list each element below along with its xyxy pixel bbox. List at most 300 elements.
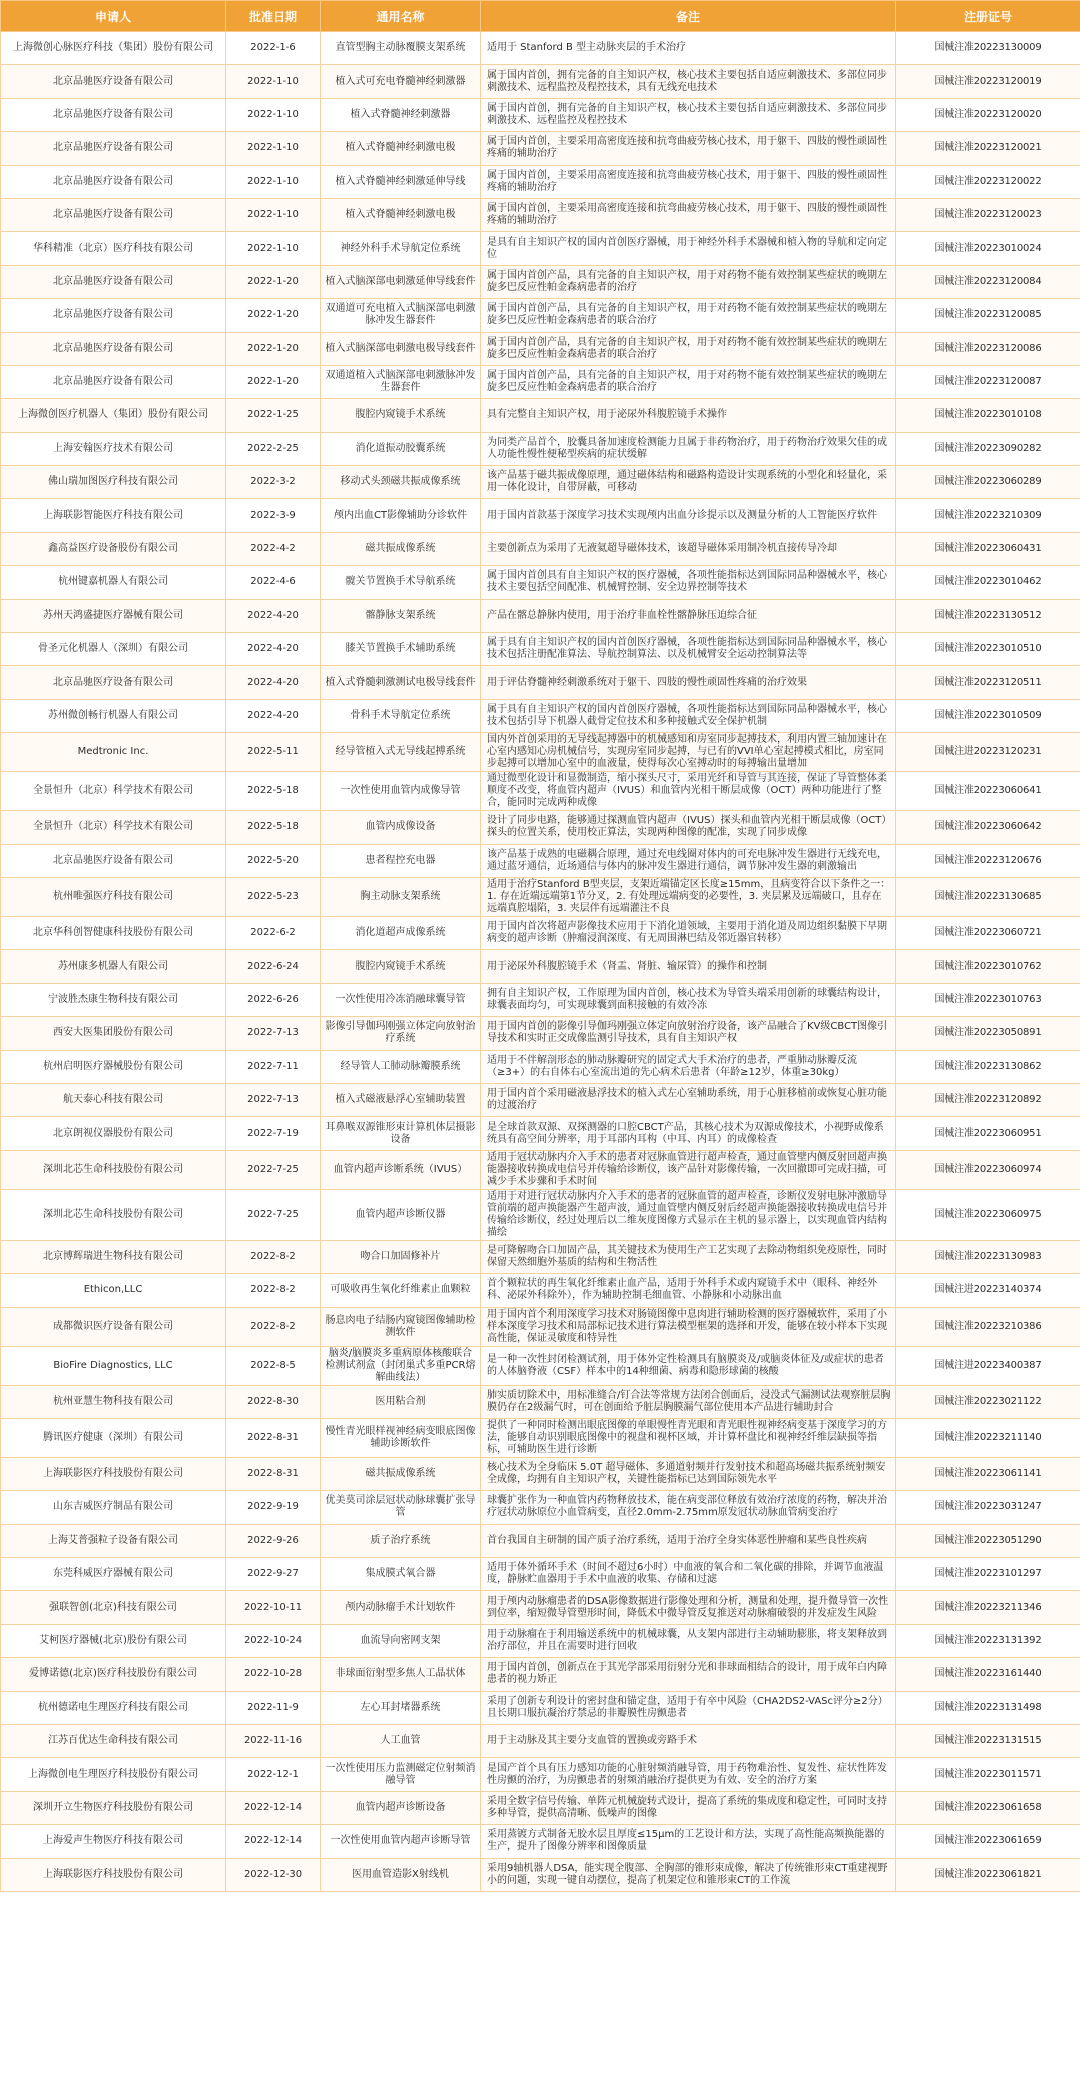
- cell-approval-date: 2022-1-6: [226, 32, 321, 65]
- cell-registration-no: 国械注准20223211346: [896, 1591, 1080, 1624]
- cell-approval-date: 2022-6-26: [226, 983, 321, 1016]
- header-row: [1, 1, 1080, 32]
- cell-applicant: 北京品驰医疗设备有限公司: [1, 844, 226, 877]
- cell-remarks: 属于国内首创产品，具有完备的自主知识产权，用于对药物不能有效控制某些症状的晚期左旋多巴反应性帕金森病患者的联合治疗: [481, 299, 896, 332]
- cell-applicant: 北京博辉瑞进生物科技有限公司: [1, 1240, 226, 1273]
- cell-remarks: 是全球首款双源、双探测器的口腔CBCT产品，其核心技术为双源成像技术，小视野成像系统具有高空间分辨率，用于耳部内耳构（中耳、内耳）的成像检查: [481, 1117, 896, 1150]
- cell-common-name: 一次性使用血管内超声诊断导管: [321, 1825, 481, 1858]
- cell-registration-no: 国械注准20223210309: [896, 499, 1080, 532]
- cell-common-name: 血流导向密网支架: [321, 1624, 481, 1657]
- cell-remarks: 为同类产品首个，胶囊具备加速度检测能力且属于非药物治疗，用于药物治疗效果欠佳的成人功能性慢性便秘型疾病的症状缓解: [481, 432, 896, 465]
- cell-remarks: 属于国内首创产品，具有完备的自主知识产权，用于对药物不能有效控制某些症状的晚期左旋多巴反应性帕金森病患者的联合治疗: [481, 332, 896, 365]
- cell-common-name: 医用血管造影X射线机: [321, 1858, 481, 1891]
- cell-approval-date: 2022-1-10: [226, 98, 321, 131]
- cell-registration-no: 国械注准20223120892: [896, 1083, 1080, 1116]
- cell-applicant: 航天泰心科技有限公司: [1, 1083, 226, 1116]
- cell-approval-date: 2022-6-2: [226, 916, 321, 949]
- cell-approval-date: 2022-2-25: [226, 432, 321, 465]
- cell-applicant: 北京品驰医疗设备有限公司: [1, 165, 226, 198]
- cell-remarks: 用于评估脊髓神经刺激系统对于躯干、四肢的慢性顽固性疼痛的治疗效果: [481, 666, 896, 699]
- table-row: [1, 666, 1080, 699]
- cell-common-name: 人工血管: [321, 1725, 481, 1758]
- cell-registration-no: 国械注准20223130983: [896, 1240, 1080, 1273]
- table-row: [1, 499, 1080, 532]
- cell-applicant: Ethicon,LLC: [1, 1274, 226, 1307]
- table-row: [1, 1240, 1080, 1273]
- cell-registration-no: 国械注准20223161440: [896, 1658, 1080, 1691]
- cell-registration-no: 国械注准20223061141: [896, 1457, 1080, 1490]
- cell-remarks: 用于国内首创，创新点在于其光学部采用衍射分光和非球面相结合的设计，用于成年白内障患者的视力矫正: [481, 1658, 896, 1691]
- table-row: [1, 811, 1080, 844]
- cell-applicant: 杭州德诺电生理医疗科技有限公司: [1, 1691, 226, 1724]
- table-row: [1, 65, 1080, 98]
- cell-approval-date: 2022-10-24: [226, 1624, 321, 1657]
- cell-common-name: 消化道超声成像系统: [321, 916, 481, 949]
- cell-remarks: 属于国内首创，拥有完备的自主知识产权，核心技术主要包括自适应刺激技术、多部位同步刺激技术、远程监控及程控技术: [481, 98, 896, 131]
- cell-common-name: 颅内出血CT影像辅助分诊软件: [321, 499, 481, 532]
- cell-remarks: 是国产首个具有压力感知功能的心脏射频消融导管，用于药物难治性、复发性、症状性阵发性房颤的治疗，为房颤患者的射频消融治疗提供更为有效、安全的治疗方案: [481, 1758, 896, 1791]
- cell-applicant: 全景恒升（北京）科学技术有限公司: [1, 811, 226, 844]
- cell-applicant: 北京品驰医疗设备有限公司: [1, 365, 226, 398]
- cell-remarks: 属于国内首创，主要采用高密度连接和抗弯曲疲劳核心技术，用于躯干、四肢的慢性顽固性疼痛的辅助治疗: [481, 132, 896, 165]
- cell-approval-date: 2022-8-31: [226, 1457, 321, 1490]
- table-row: [1, 772, 1080, 811]
- table-row: [1, 165, 1080, 198]
- header-remarks: 备注: [481, 1, 896, 32]
- cell-common-name: 肠息肉电子结肠内窥镜图像辅助检测软件: [321, 1307, 481, 1346]
- cell-remarks: 用于动脉瘤在于利用输送系统中的机械球囊，从支架内部进行主动辅助膨胀，将支架释放到治疗部位，并且在需要时进行回收: [481, 1624, 896, 1657]
- cell-common-name: 神经外科手术导航定位系统: [321, 232, 481, 265]
- cell-approval-date: 2022-4-20: [226, 599, 321, 632]
- cell-applicant: 鑫高益医疗设备股份有限公司: [1, 532, 226, 565]
- cell-registration-no: 国械注准20223120021: [896, 132, 1080, 165]
- cell-registration-no: 国械注准20223060289: [896, 466, 1080, 499]
- cell-remarks: 属于国内首创，主要采用高密度连接和抗弯曲疲劳核心技术，用于躯干、四肢的慢性顽固性疼痛的辅助治疗: [481, 198, 896, 231]
- table-row: [1, 1083, 1080, 1116]
- cell-remarks: 属于国内首创具有自主知识产权的医疗器械，各项性能指标达到国际同品种器械水平，核心技术主要包括空间配准、机械臂控制、安全边界控制等技术: [481, 566, 896, 599]
- cell-remarks: 属于具有自主知识产权的国内首创医疗器械，各项性能指标达到国际同品种器械水平，核心技术包括注册配准算法、导航控制算法、以及机械臂安全运动控制算法等: [481, 633, 896, 666]
- cell-approval-date: 2022-1-10: [226, 165, 321, 198]
- cell-remarks: 采用全数字信号传输、单阵元机械旋转式设计，提高了系统的集成度和稳定性，可同时支持多种导管，提供高清晰、低噪声的图像: [481, 1791, 896, 1824]
- table-row: [1, 198, 1080, 231]
- cell-common-name: 植入式脑深部电刺激延伸导线套件: [321, 265, 481, 298]
- cell-registration-no: 国械注准20223010108: [896, 399, 1080, 432]
- table-row: [1, 332, 1080, 365]
- cell-applicant: 北京品驰医疗设备有限公司: [1, 65, 226, 98]
- cell-applicant: 北京品驰医疗设备有限公司: [1, 132, 226, 165]
- table-row: [1, 399, 1080, 432]
- cell-approval-date: 2022-8-2: [226, 1240, 321, 1273]
- table-row: [1, 1150, 1080, 1189]
- cell-common-name: 消化道振动胶囊系统: [321, 432, 481, 465]
- table-row: [1, 1491, 1080, 1524]
- cell-common-name: 医用粘合剂: [321, 1385, 481, 1418]
- cell-remarks: 属于具有自主知识产权的国内首创医疗器械，各项性能指标达到国际同品种器械水平，核心技术包括引导下机器人截骨定位技术和多种接触式安全保护机制: [481, 699, 896, 732]
- cell-applicant: 苏州天鸿盛捷医疗器械有限公司: [1, 599, 226, 632]
- cell-applicant: 腾讯医疗健康（深圳）有限公司: [1, 1418, 226, 1457]
- cell-remarks: 是一种一次性封闭检测试剂，用于体外定性检测具有脑膜炎及/或脑炎体征及/或症状的患者的人体脑脊液（CSF）样本中的14种细菌、病毒和隐形球菌的核酸: [481, 1346, 896, 1385]
- cell-approval-date: 2022-7-25: [226, 1150, 321, 1189]
- cell-approval-date: 2022-5-20: [226, 844, 321, 877]
- cell-remarks: 适用于治疗Stanford B型夹层，支架近端锚定区长度≥15mm，且病变符合以下条件之一：1. 存在近端远端第1节分叉，2. 有处理远端病变的必要性，3. 夹层累及远端破口，且存在远端真腔塌陷，3. 夹层伴有远端灌注不良: [481, 877, 896, 916]
- cell-remarks: 国内外首创采用的无导线起搏器中的机械感知和房室同步起搏技术，利用内置三轴加速计在心室内感知心房机械信号，实现房室同步起搏，与已有的VVI单心室起搏模式相比，房室同步起搏可以增加心室中的血液量，使得每次心室搏动时的每搏输出量增加: [481, 733, 896, 772]
- cell-approval-date: 2022-11-16: [226, 1725, 321, 1758]
- cell-remarks: 用于泌尿外科腹腔镜手术（肾盂、肾脏、输尿管）的操作和控制: [481, 950, 896, 983]
- table-row: [1, 132, 1080, 165]
- cell-applicant: 北京品驰医疗设备有限公司: [1, 299, 226, 332]
- cell-applicant: 苏州微创畅行机器人有限公司: [1, 699, 226, 732]
- cell-applicant: BioFire Diagnostics, LLC: [1, 1346, 226, 1385]
- table-row: [1, 1117, 1080, 1150]
- table-row: [1, 1385, 1080, 1418]
- cell-registration-no: 国械注准20223131515: [896, 1725, 1080, 1758]
- cell-registration-no: 国械注准20223060975: [896, 1189, 1080, 1240]
- cell-approval-date: 2022-1-20: [226, 299, 321, 332]
- cell-common-name: 双通道植入式脑深部电刺激脉冲发生器套件: [321, 365, 481, 398]
- cell-applicant: 北京朗视仪器股份有限公司: [1, 1117, 226, 1150]
- cell-common-name: 骨科手术导航定位系统: [321, 699, 481, 732]
- cell-remarks: 适用于 Stanford B 型主动脉夹层的手术治疗: [481, 32, 896, 65]
- cell-approval-date: 2022-4-2: [226, 532, 321, 565]
- cell-registration-no: 国械注准20223120023: [896, 198, 1080, 231]
- cell-remarks: 属于国内首创产品，具有完备的自主知识产权，用于对药物不能有效控制某些症状的晚期左旋多巴反应性帕金森病患者的联合治疗: [481, 365, 896, 398]
- cell-remarks: 具有完整自主知识产权，用于泌尿外科腹腔镜手术操作: [481, 399, 896, 432]
- table-row: [1, 1791, 1080, 1824]
- cell-applicant: 上海微创心脉医疗科技（集团）股份有限公司: [1, 32, 226, 65]
- table-row: [1, 232, 1080, 265]
- cell-registration-no: 国械注准20223060974: [896, 1150, 1080, 1189]
- cell-applicant: 骨圣元化机器人（深圳）有限公司: [1, 633, 226, 666]
- cell-registration-no: 国械注准20223010462: [896, 566, 1080, 599]
- cell-approval-date: 2022-10-28: [226, 1658, 321, 1691]
- table-row: [1, 1691, 1080, 1724]
- cell-applicant: 全景恒升（北京）科学技术有限公司: [1, 772, 226, 811]
- cell-registration-no: 国械注准20223010763: [896, 983, 1080, 1016]
- table-row: [1, 1825, 1080, 1858]
- cell-approval-date: 2022-7-19: [226, 1117, 321, 1150]
- cell-registration-no: 国械注准20223010509: [896, 699, 1080, 732]
- table-row: [1, 599, 1080, 632]
- cell-applicant: 北京品驰医疗设备有限公司: [1, 332, 226, 365]
- table-row: [1, 1017, 1080, 1050]
- cell-remarks: 首台我国自主研制的国产质子治疗系统，适用于治疗全身实体恶性肿瘤和某些良性疾病: [481, 1524, 896, 1557]
- cell-common-name: 血管内超声诊断设备: [321, 1791, 481, 1824]
- cell-applicant: 上海微创医疗机器人（集团）股份有限公司: [1, 399, 226, 432]
- cell-common-name: 影像引导伽玛刚强立体定向放射治疗系统: [321, 1017, 481, 1050]
- cell-applicant: 深圳北芯生命科技股份有限公司: [1, 1150, 226, 1189]
- cell-remarks: 该产品基于磁共振成像原理，通过磁体结构和磁路构造设计实现系统的小型化和轻量化，采用一体化设计，自带屏蔽，可移动: [481, 466, 896, 499]
- cell-registration-no: 国械注准20223010024: [896, 232, 1080, 265]
- cell-remarks: 采用蒸镀方式制备无胶水层且厚度≤15μm的工艺设计和方法，实现了高性能高频换能器的生产，提升了图像分辨率和图像质量: [481, 1825, 896, 1858]
- cell-applicant: 北京品驰医疗设备有限公司: [1, 98, 226, 131]
- cell-remarks: 该产品基于成熟的电磁耦合原理，通过充电线圈对体内的可充电脉冲发生器进行无线充电，通过蓝牙通信，近场通信与体内的脉冲发生器进行通信，调节脉冲发生器的刺激输出: [481, 844, 896, 877]
- cell-applicant: 艾柯医疗器械(北京)股份有限公司: [1, 1624, 226, 1657]
- cell-approval-date: 2022-5-18: [226, 811, 321, 844]
- cell-remarks: 采用9轴机器人DSA，能实现全腹部、全胸部的锥形束成像，解决了传统锥形束CT重建视野小的问题，实现一键自动摆位，提高了机架定位和锥形束CT的工作流: [481, 1858, 896, 1891]
- table-row: [1, 877, 1080, 916]
- cell-registration-no: 国械注准20223021122: [896, 1385, 1080, 1418]
- cell-remarks: 肺实质切除术中，用标准缝合/钉合法等常规方法闭合创面后，浸没式气漏测试法观察脏层胸膜仍存在2级漏气时，可在创面给予脏层胸膜漏气部位使用本产品进行辅助封合: [481, 1385, 896, 1418]
- cell-applicant: 江苏百优达生命科技有限公司: [1, 1725, 226, 1758]
- cell-remarks: 是可降解吻合口加固产品，其关键技术为使用生产工艺实现了去除动物组织免疫原性，同时保留天然细胞外基质的结构和生物活性: [481, 1240, 896, 1273]
- cell-registration-no: 国械注准20223010762: [896, 950, 1080, 983]
- cell-approval-date: 2022-9-19: [226, 1491, 321, 1524]
- cell-common-name: 颅内动脉瘤手术计划软件: [321, 1591, 481, 1624]
- cell-approval-date: 2022-9-27: [226, 1558, 321, 1591]
- table-row: [1, 432, 1080, 465]
- table-row: [1, 1524, 1080, 1557]
- cell-registration-no: 国械注准20223060431: [896, 532, 1080, 565]
- cell-remarks: 用于颅内动脉瘤患者的DSA影像数据进行影像处理和分析，测量和处理，提升微导管一次性到位率，缩短微导管塑形时间，降低术中微导管反复推送对动脉瘤破裂的并发症发生风险: [481, 1591, 896, 1624]
- table-row: [1, 1307, 1080, 1346]
- cell-approval-date: 2022-11-9: [226, 1691, 321, 1724]
- cell-applicant: 上海联影智能医疗科技有限公司: [1, 499, 226, 532]
- table-row: [1, 365, 1080, 398]
- cell-registration-no: 国械注准20223060641: [896, 772, 1080, 811]
- cell-approval-date: 2022-3-9: [226, 499, 321, 532]
- cell-remarks: 用于国内首个采用磁液悬浮技术的植入式左心室辅助系统，用于心脏移植前或恢复心脏功能的过渡治疗: [481, 1083, 896, 1116]
- cell-registration-no: 国械注准20223011571: [896, 1758, 1080, 1791]
- table-row: [1, 466, 1080, 499]
- cell-approval-date: 2022-1-20: [226, 265, 321, 298]
- cell-remarks: 用于国内首款基于深度学习技术实现颅内出血分诊提示以及测量分析的人工智能医疗软件: [481, 499, 896, 532]
- cell-registration-no: 国械注准20223130009: [896, 32, 1080, 65]
- table-row: [1, 566, 1080, 599]
- cell-remarks: 属于国内首创，拥有完备的自主知识产权，核心技术主要包括自适应刺激技术、多部位同步刺激技术、远程监控及程控技术，具有无线充电技术: [481, 65, 896, 98]
- cell-common-name: 可吸收再生氧化纤维素止血颗粒: [321, 1274, 481, 1307]
- cell-applicant: 北京品驰医疗设备有限公司: [1, 198, 226, 231]
- cell-remarks: 是具有自主知识产权的国内首创医疗器械，用于神经外科手术器械和植入物的导航和定向定位: [481, 232, 896, 265]
- cell-applicant: 成都微识医疗设备有限公司: [1, 1307, 226, 1346]
- cell-common-name: 磁共振成像系统: [321, 532, 481, 565]
- cell-common-name: 髂静脉支架系统: [321, 599, 481, 632]
- cell-approval-date: 2022-8-30: [226, 1385, 321, 1418]
- cell-common-name: 膝关节置换手术辅助系统: [321, 633, 481, 666]
- cell-registration-no: 国械注准20223031247: [896, 1491, 1080, 1524]
- cell-approval-date: 2022-5-23: [226, 877, 321, 916]
- cell-applicant: 深圳北芯生命科技股份有限公司: [1, 1189, 226, 1240]
- cell-remarks: 用于主动脉及其主要分支血管的置换或旁路手术: [481, 1725, 896, 1758]
- cell-registration-no: 国械注准20223120085: [896, 299, 1080, 332]
- table-row: [1, 265, 1080, 298]
- cell-applicant: 杭州亚慧生物科技有限公司: [1, 1385, 226, 1418]
- cell-registration-no: 国械注准20223210386: [896, 1307, 1080, 1346]
- cell-approval-date: 2022-4-6: [226, 566, 321, 599]
- cell-applicant: 佛山瑞加图医疗科技有限公司: [1, 466, 226, 499]
- cell-remarks: 适用于冠状动脉内介入手术的患者对冠脉血管进行超声检查，通过血管壁内侧反射回超声换能器接收转换成电信号并传输给诊断仪，该产品针对影像传输，一次回撤即可完成扫描，可减少手术步骤和手术时间: [481, 1150, 896, 1189]
- cell-common-name: 植入式脑深部电刺激电极导线套件: [321, 332, 481, 365]
- cell-approval-date: 2022-12-30: [226, 1858, 321, 1891]
- table-body: [1, 32, 1080, 1892]
- cell-common-name: 双通道可充电植入式脑深部电刺激脉冲发生器套件: [321, 299, 481, 332]
- table-row: [1, 32, 1080, 65]
- cell-approval-date: 2022-1-10: [226, 132, 321, 165]
- cell-common-name: 植入式可充电脊髓神经刺激器: [321, 65, 481, 98]
- cell-registration-no: 国械注准20223131392: [896, 1624, 1080, 1657]
- table-row: [1, 1624, 1080, 1657]
- cell-applicant: 上海爱声生物医疗科技有限公司: [1, 1825, 226, 1858]
- cell-approval-date: 2022-8-31: [226, 1418, 321, 1457]
- cell-approval-date: 2022-12-1: [226, 1758, 321, 1791]
- cell-approval-date: 2022-7-13: [226, 1083, 321, 1116]
- cell-applicant: 强联智创(北京)科技有限公司: [1, 1591, 226, 1624]
- cell-approval-date: 2022-7-11: [226, 1050, 321, 1083]
- cell-remarks: 适用于体外循环手术（时间不超过6小时）中血液的氧合和二氧化碳的排除，并调节血液温度，静脉贮血器用于手术中血液的收集、存储和过滤: [481, 1558, 896, 1591]
- cell-common-name: 血管内超声诊断仪器: [321, 1189, 481, 1240]
- cell-approval-date: 2022-1-10: [226, 232, 321, 265]
- table-row: [1, 1050, 1080, 1083]
- cell-common-name: 腹腔内窥镜手术系统: [321, 950, 481, 983]
- cell-applicant: 东莞科威医疗器械有限公司: [1, 1558, 226, 1591]
- table-row: [1, 1725, 1080, 1758]
- cell-remarks: 属于国内首创，主要采用高密度连接和抗弯曲疲劳核心技术，用于躯干、四肢的慢性顽固性疼痛的辅助治疗: [481, 165, 896, 198]
- table-row: [1, 1457, 1080, 1490]
- cell-approval-date: 2022-4-20: [226, 633, 321, 666]
- cell-registration-no: 国械注准20223120676: [896, 844, 1080, 877]
- cell-approval-date: 2022-4-20: [226, 666, 321, 699]
- cell-common-name: 直管型胸主动脉覆膜支架系统: [321, 32, 481, 65]
- cell-applicant: 杭州唯强医疗科技有限公司: [1, 877, 226, 916]
- cell-remarks: 拥有自主知识产权，工作原理为国内首创，核心技术为导管头端采用创新的球囊结构设计，球囊表面均匀，可实现球囊到面积接触的有效冷冻: [481, 983, 896, 1016]
- cell-registration-no: 国械注准20223060642: [896, 811, 1080, 844]
- cell-registration-no: 国械注准20223130512: [896, 599, 1080, 632]
- cell-registration-no: 国械注准20223061658: [896, 1791, 1080, 1824]
- header-applicant: 申请人: [1, 1, 226, 32]
- cell-common-name: 植入式脊髓刺激测试电极导线套件: [321, 666, 481, 699]
- cell-remarks: 用于国内首个利用深度学习技术对肠镜图像中息肉进行辅助检测的医疗器械软件，采用了小样本深度学习技术和局部标记技术进行算法模型框架的选择和开发，能够在较小样本下实现高性能，保证灵敏度和特异性: [481, 1307, 896, 1346]
- table-row: [1, 1558, 1080, 1591]
- cell-common-name: 患者程控充电器: [321, 844, 481, 877]
- cell-applicant: 苏州康多机器人有限公司: [1, 950, 226, 983]
- cell-common-name: 非球面衍射型多焦人工晶状体: [321, 1658, 481, 1691]
- cell-common-name: 经导管植入式无导线起搏系统: [321, 733, 481, 772]
- header-common-name: 通用名称: [321, 1, 481, 32]
- cell-common-name: 髋关节置换手术导航系统: [321, 566, 481, 599]
- cell-approval-date: 2022-1-10: [226, 198, 321, 231]
- cell-approval-date: 2022-7-13: [226, 1017, 321, 1050]
- cell-remarks: 首个颗粒状的再生氧化纤维素止血产品，适用于外科手术或内窥镜手术中（眼科、神经外科、泌尿外科除外），作为辅助控制毛细血管、小静脉和小动脉出血: [481, 1274, 896, 1307]
- cell-registration-no: 国械注准20223120087: [896, 365, 1080, 398]
- table-row: [1, 532, 1080, 565]
- table-row: [1, 633, 1080, 666]
- cell-common-name: 胸主动脉支架系统: [321, 877, 481, 916]
- cell-common-name: 耳鼻喉双源锥形束计算机体层摄影设备: [321, 1117, 481, 1150]
- cell-common-name: 一次性使用压力监测磁定位射频消融导管: [321, 1758, 481, 1791]
- cell-registration-no: 国械注准20223010510: [896, 633, 1080, 666]
- cell-applicant: 西安大医集团股份有限公司: [1, 1017, 226, 1050]
- cell-registration-no: 国械注进20223400387: [896, 1346, 1080, 1385]
- cell-registration-no: 国械注准20223050891: [896, 1017, 1080, 1050]
- cell-common-name: 植入式脊髓神经刺激电极: [321, 198, 481, 231]
- table-row: [1, 1858, 1080, 1891]
- table-row: [1, 1658, 1080, 1691]
- cell-approval-date: 2022-8-2: [226, 1307, 321, 1346]
- cell-approval-date: 2022-1-20: [226, 365, 321, 398]
- cell-common-name: 集成膜式氧合器: [321, 1558, 481, 1591]
- cell-registration-no: 国械注准20223090282: [896, 432, 1080, 465]
- cell-approval-date: 2022-9-26: [226, 1524, 321, 1557]
- cell-applicant: 上海艾普强粒子设备有限公司: [1, 1524, 226, 1557]
- cell-common-name: 植入式脊髓神经刺激延伸导线: [321, 165, 481, 198]
- cell-approval-date: 2022-12-14: [226, 1825, 321, 1858]
- cell-applicant: 深圳开立生物医疗科技股份有限公司: [1, 1791, 226, 1824]
- cell-remarks: 提供了一种同时检测出眼底图像的单眼慢性青光眼和青光眼性视神经病变基于深度学习的方法，能够自动识别眼底图像中的视盘和视杯区域，并计算杯盘比和视神经纤维层缺损等指标，可辅助医生进行诊断: [481, 1418, 896, 1457]
- cell-registration-no: 国械注准20223130862: [896, 1050, 1080, 1083]
- cell-applicant: 北京华科创智健康科技股份有限公司: [1, 916, 226, 949]
- cell-remarks: 用于国内首创的影像引导伽玛刚强立体定向放射治疗设备，该产品融合了KV级CBCT图像引导技术和实时正交成像监测引导技术，具有自主知识产权: [481, 1017, 896, 1050]
- cell-approval-date: 2022-6-24: [226, 950, 321, 983]
- table-row: [1, 733, 1080, 772]
- cell-remarks: 适用于不伴解剖形态的肺动脉瓣研究的固定式大手术治疗的患者，严重肺动脉瓣反流（≥3+）的右自体右心室流出道的先心病术后患者（年龄≥12岁，体重≥30kg）: [481, 1050, 896, 1083]
- cell-remarks: 通过微型化设计和显微制造，缩小探头尺寸，采用光纤和导管与其连接，保证了导管整体柔顺度不改变，将血管内超声（IVUS）和血管内光相干断层成像（OCT）两种功能进行了整合，能同时完成两种成像: [481, 772, 896, 811]
- cell-registration-no: 国械注准20223120086: [896, 332, 1080, 365]
- cell-common-name: 血管内超声诊断系统（IVUS）: [321, 1150, 481, 1189]
- cell-remarks: 设计了同步电路，能够通过探测血管内超声（IVUS）探头和血管内光相干断层成像（OCT）探头的位置关系，使用校正算法，实现两种图像的配准，实现了同步成像: [481, 811, 896, 844]
- table-row: [1, 950, 1080, 983]
- table-row: [1, 983, 1080, 1016]
- cell-registration-no: 国械注准20223061821: [896, 1858, 1080, 1891]
- cell-approval-date: 2022-12-14: [226, 1791, 321, 1824]
- cell-applicant: 山东吉威医疗制品有限公司: [1, 1491, 226, 1524]
- cell-approval-date: 2022-1-20: [226, 332, 321, 365]
- cell-applicant: 杭州启明医疗器械股份有限公司: [1, 1050, 226, 1083]
- cell-remarks: 产品在髂总静脉内使用，用于治疗非血栓性髂静脉压迫综合征: [481, 599, 896, 632]
- cell-common-name: 脑炎/脑膜炎多重病原体核酸联合检测试剂盒（封闭巢式多重PCR熔解曲线法）: [321, 1346, 481, 1385]
- table-row: [1, 1189, 1080, 1240]
- cell-registration-no: 国械注准20223131498: [896, 1691, 1080, 1724]
- cell-applicant: 上海微创电生理医疗科技股份有限公司: [1, 1758, 226, 1791]
- table-row: [1, 916, 1080, 949]
- cell-registration-no: 国械注准20223051290: [896, 1524, 1080, 1557]
- cell-common-name: 经导管人工肺动脉瓣膜系统: [321, 1050, 481, 1083]
- cell-remarks: 用于国内首次将超声影像技术应用于下消化道领域，主要用于消化道及周边组织黏膜下早期病变的超声诊断（肿瘤浸润深度、有无周围淋巴结及邻近器官转移）: [481, 916, 896, 949]
- header-approval-date: 批准日期: [226, 1, 321, 32]
- cell-registration-no: 国械注准20223101297: [896, 1558, 1080, 1591]
- cell-approval-date: 2022-1-25: [226, 399, 321, 432]
- cell-registration-no: 国械注准20223061659: [896, 1825, 1080, 1858]
- cell-approval-date: 2022-10-11: [226, 1591, 321, 1624]
- cell-applicant: 上海安翰医疗技术有限公司: [1, 432, 226, 465]
- cell-approval-date: 2022-7-25: [226, 1189, 321, 1240]
- cell-common-name: 质子治疗系统: [321, 1524, 481, 1557]
- cell-remarks: 球囊扩张作为一种血管内药物释放技术，能在病变部位释放有效治疗浓度的药物，解决并治疗冠状动脉原位小血管病变，直径2.0mm-2.75mm原发冠状动脉血管病变治疗: [481, 1491, 896, 1524]
- cell-approval-date: 2022-8-5: [226, 1346, 321, 1385]
- cell-common-name: 植入式脊髓神经刺激电极: [321, 132, 481, 165]
- cell-remarks: 采用了创新专利设计的密封盘和锚定盘，适用于有卒中风险（CHA2DS2-VASc评分≥2分）且长期口服抗凝治疗禁忌的非瓣膜性房颤患者: [481, 1691, 896, 1724]
- cell-common-name: 一次性使用血管内成像导管: [321, 772, 481, 811]
- cell-common-name: 植入式磁液悬浮心室辅助装置: [321, 1083, 481, 1116]
- cell-approval-date: 2022-5-18: [226, 772, 321, 811]
- cell-registration-no: 国械注准20223120022: [896, 165, 1080, 198]
- cell-registration-no: 国械注进20223120231: [896, 733, 1080, 772]
- table-row: [1, 1274, 1080, 1307]
- cell-approval-date: 2022-5-11: [226, 733, 321, 772]
- table-row: [1, 1418, 1080, 1457]
- cell-applicant: 上海联影医疗科技股份有限公司: [1, 1858, 226, 1891]
- cell-common-name: 左心耳封堵器系统: [321, 1691, 481, 1724]
- cell-common-name: 慢性青光眼样视神经病变眼底图像辅助诊断软件: [321, 1418, 481, 1457]
- cell-registration-no: 国械注准20223130685: [896, 877, 1080, 916]
- cell-applicant: 爱博诺德(北京)医疗科技股份有限公司: [1, 1658, 226, 1691]
- header-registration-no: 注册证号: [896, 1, 1080, 32]
- cell-common-name: 血管内成像设备: [321, 811, 481, 844]
- cell-registration-no: 国械注准20223060951: [896, 1117, 1080, 1150]
- cell-registration-no: 国械注准20223060721: [896, 916, 1080, 949]
- cell-approval-date: 2022-8-2: [226, 1274, 321, 1307]
- table-row: [1, 1591, 1080, 1624]
- cell-applicant: 华科精准（北京）医疗科技有限公司: [1, 232, 226, 265]
- cell-common-name: 吻合口加固修补片: [321, 1240, 481, 1273]
